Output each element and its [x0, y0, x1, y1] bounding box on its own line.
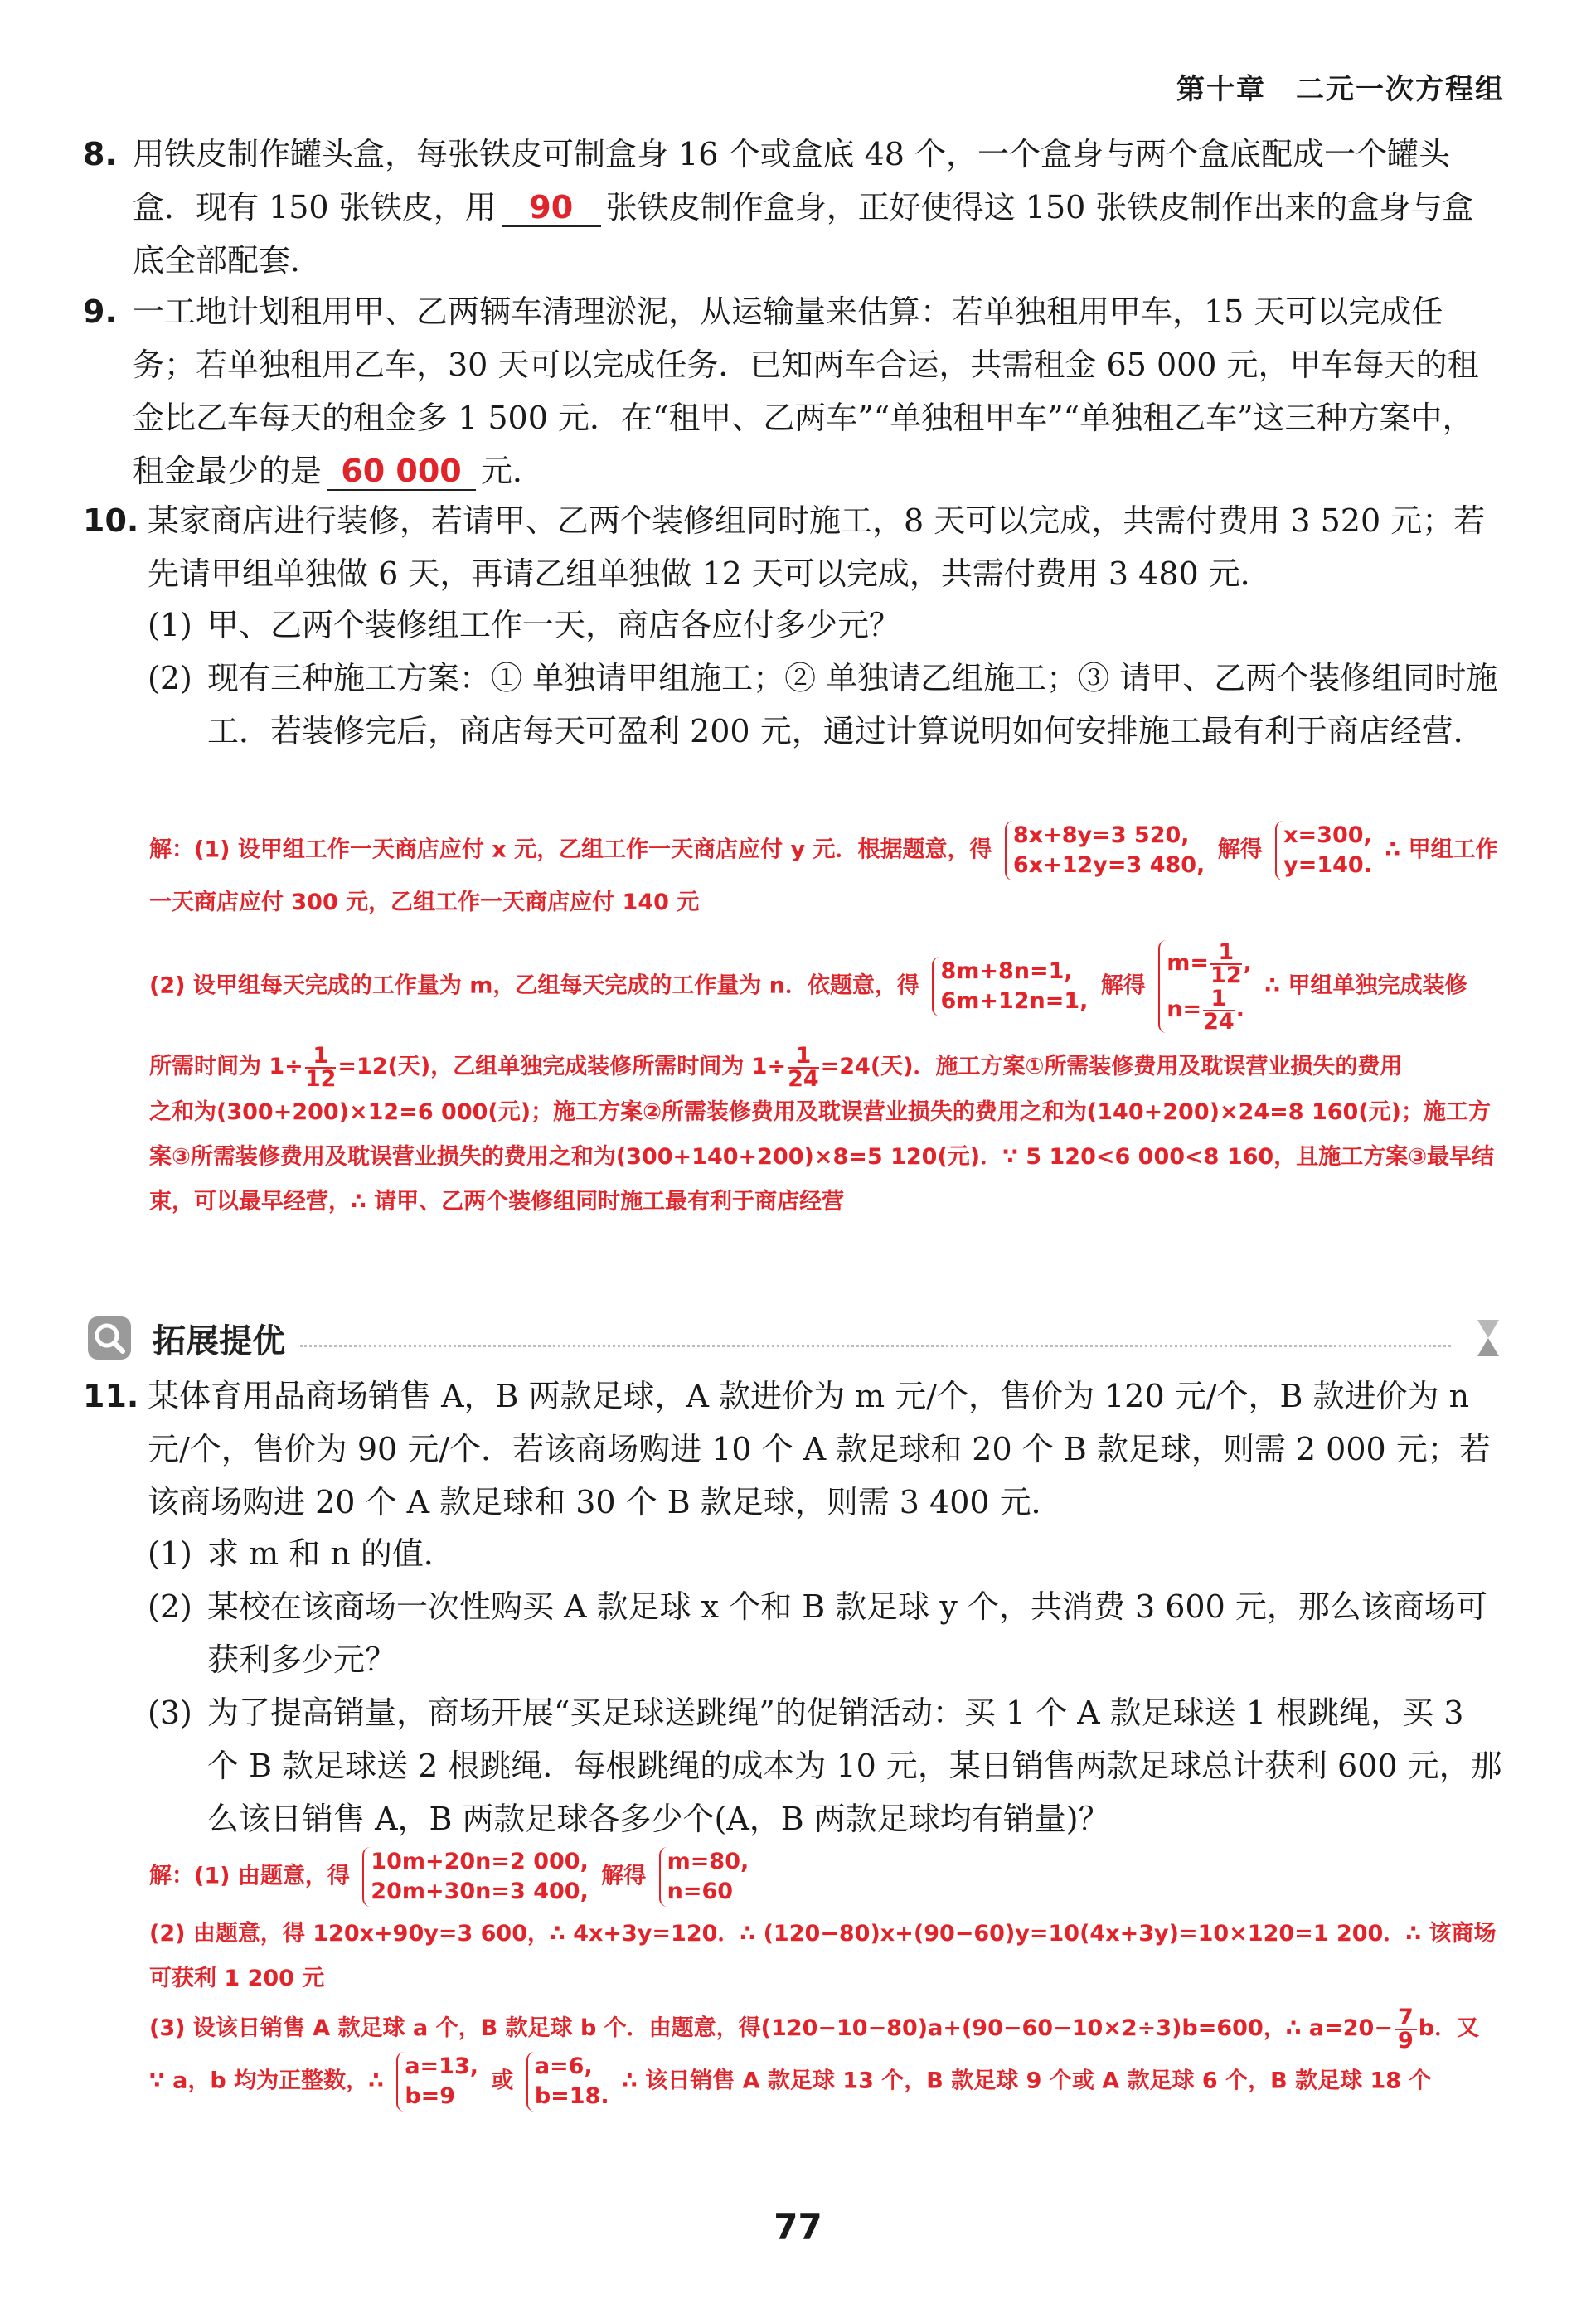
solution-part-3: 所需时间为 1÷ $\frac{1}{12}$ =12(天)，乙组单独完成装修所需时间为 1÷ $\frac{1}{24}$ =24(天)．施工方案①所需装修费用及耽误营业损失的费用 — [149, 1042, 1403, 1092]
question-label: (3) — [148, 1695, 192, 1731]
question-text: 甲、乙两个装修组工作一天，商店各应付多少元？ — [207, 607, 901, 643]
fraction: $\frac{7}{9}$ — [1395, 2007, 1417, 2052]
problem-number: 8. — [83, 136, 117, 172]
fraction: $\frac{1}{12}$ — [304, 1042, 337, 1092]
problem-text: 一工地计划租用甲、乙两辆车清理淤泥，从运输量来估算：若单独租用甲车，15 天可以完成任务；若单独租用乙车，30 天可以完成任务．已知两车合运，共需租金 65 000 元，甲车每天的租金比乙车每天的租金多 1 500 元．在“租甲、乙两车”“单独租甲车”“单独租乙车”这三种方案中，租金最少的是 — [133, 293, 1479, 489]
equation-solution: a=6, b=18. — [526, 2052, 609, 2112]
problem-text: 用铁皮制作罐头盒，每张铁皮可制盒身 16 个或盒底 48 个，一个盒身与两个盒底配成一个罐头盒．现有 150 张铁皮，用 — [133, 136, 1451, 225]
section-divider — [300, 1345, 1451, 1347]
section-title: 拓展提优 — [153, 1322, 285, 1360]
magnifier-icon — [88, 1316, 131, 1360]
problem-8 — [83, 128, 1505, 287]
fraction: $\frac{1}{24}$ — [1203, 985, 1235, 1035]
question-text: 求 m 和 n 的值． — [207, 1535, 455, 1572]
solution-10 — [149, 821, 1505, 1224]
problem-text: 元． — [481, 453, 545, 489]
section-header — [83, 1312, 1509, 1365]
solution-part-3: (3) 设该日销售 A 款足球 a 个，B 款足球 b 个．由题意，得(120−10−80)a+(90−60−10×2÷3)b=600，∴ a=20− $\frac{7}{9}$ b．又 — [149, 2004, 1480, 2053]
solution-11 — [149, 1847, 1505, 2112]
solution-part-1: 解：(1) 设甲组工作一天商店应付 x 元，乙组工作一天商店应付 y 元．根据题意，得 8x+8y=3 520, 6x+12y=3 480, 解得 x=300, y=140. ∴ 甲组工作一天商店应付 300 元，乙组工作一天商店应付 140 元 — [149, 822, 1498, 915]
chapter-title: 二元一次方程组 — [1296, 73, 1505, 106]
question-label: (2) — [148, 1588, 192, 1625]
fraction: $\frac{1}{12}$ — [1210, 938, 1242, 988]
equation-solution: x=300, y=140. — [1275, 821, 1372, 880]
answer-blank: 60 000 — [327, 453, 476, 491]
chapter-header — [1147, 66, 1505, 107]
equation-solution: m=80, n=60 — [659, 1847, 749, 1907]
question-text: 现有三种施工方案：① 单独请甲组施工；② 单独请乙组施工；③ 请甲、乙两个装修组同时施工．若装修完后，商店每天可盈利 200 元，通过计算说明如何安排施工最有利于商店经营． — [207, 660, 1498, 749]
solution-part-2: (2) 由题意，得 120x+90y=3 600，∴ 4x+3y=120．∴ (120−80)x+(90−60)y=10(4x+3y)=10×120=1 200．∴ 该商场可获利 1 200 元 — [149, 1921, 1497, 1991]
problem-text: 某体育用品商场销售 A，B 两款足球，A 款进价为 m 元/个，售价为 120 元/个，B 款进价为 n 元/个，售价为 90 元/个．若该商场购进 10 个 A 款足球和 20 个 B 款足球，则需 2 000 元；若该商场购进 20 个 A 款足球和 30 个 B 款足球，则需 3 400 元． — [148, 1378, 1491, 1520]
fraction: $\frac{1}{24}$ — [788, 1042, 819, 1092]
solution-part-4: ∵ a，b 均为正整数，∴ a=13, b=9 或 a=6, b=18. ∴ 该日销售 A 款足球 13 个，B 款足球 9 个或 A 款足球 6 个，B 款足球 18 个 — [149, 2052, 1505, 2112]
question-2 — [148, 1580, 1505, 1686]
question-label: (2) — [148, 660, 192, 696]
equation-solution: m= $\frac{1}{12}$ , n= $\frac{1}{24}$ . — [1158, 940, 1252, 1033]
problem-11 — [83, 1370, 1505, 1529]
question-3 — [148, 1686, 1505, 1845]
chapter-number: 第十章 — [1176, 73, 1266, 106]
hourglass-icon — [1467, 1312, 1509, 1365]
solution-part-4: 之和为(300+200)×12=6 000(元)；施工方案②所需装修费用及耽误营业损失的费用之和为(140+200)×24=8 160(元)；施工方案③所需装修费用及耽误营业损失的费用之和为(300+140+200)×8=5 120(元)．∵ 5 120<6 000<8 160，且施工方案③最早结束，可以最早经营，∴ 请甲、乙两个装修组同时施工最有利于商店经营 — [149, 1098, 1495, 1215]
solution-part-2: (2) 设甲组每天完成的工作量为 m，乙组每天完成的工作量为 n．依题意，得 8m+8n=1, 6m+12n=1, 解得 m= $\frac{1}{12}$ , n= $\frac{1}{24}$ . ∴ 甲组单独完成装修 — [149, 938, 1467, 1035]
problem-number: 9. — [83, 293, 117, 330]
question-2 — [148, 652, 1505, 758]
problem-number: 11. — [83, 1378, 139, 1414]
question-1 — [148, 599, 1505, 652]
problem-9 — [83, 285, 1505, 497]
question-text: 某校在该商场一次性购买 A 款足球 x 个和 B 款足球 y 个，共消费 3 600 元，那么该商场可获利多少元？ — [207, 1588, 1487, 1678]
answer-blank: 90 — [502, 189, 601, 227]
problem-text: 某家商店进行装修，若请甲、乙两个装修组同时施工，8 天可以完成，共需付费用 3 520 元；若先请甲组单独做 6 天，再请乙组单独做 12 天可以完成，共需付费用 3 480 元． — [148, 502, 1486, 592]
problem-number: 10. — [83, 502, 139, 539]
problem-10 — [83, 494, 1505, 600]
equation-system: 8x+8y=3 520, 6x+12y=3 480, — [1005, 821, 1205, 880]
equation-solution: a=13, b=9 — [396, 2052, 478, 2112]
question-label: (1) — [148, 607, 192, 643]
equation-system: 8m+8n=1, 6m+12n=1, — [932, 957, 1088, 1016]
page-number: 77 — [774, 2207, 822, 2247]
question-text: 为了提高销量，商场开展“买足球送跳绳”的促销活动：买 1 个 A 款足球送 1 根跳绳，买 3 个 B 款足球送 2 根跳绳．每根跳绳的成本为 10 元，某日销售两款足球总计获利 600 元，那么该日销售 A，B 两款足球各多少个(A，B 两款足球均有销量)？ — [207, 1695, 1502, 1837]
problem-text: 张铁皮制作盒身，正好使得这 150 张铁皮制作出来的盒身与盒底全部配套． — [133, 189, 1474, 279]
solution-part-1: 解：(1) 由题意，得 10m+20n=2 000, 20m+30n=3 400, 解得 m=80, n=60 — [149, 1847, 1505, 1907]
question-1 — [148, 1527, 1505, 1580]
equation-system: 10m+20n=2 000, 20m+30n=3 400, — [362, 1847, 589, 1907]
question-label: (1) — [148, 1535, 192, 1572]
